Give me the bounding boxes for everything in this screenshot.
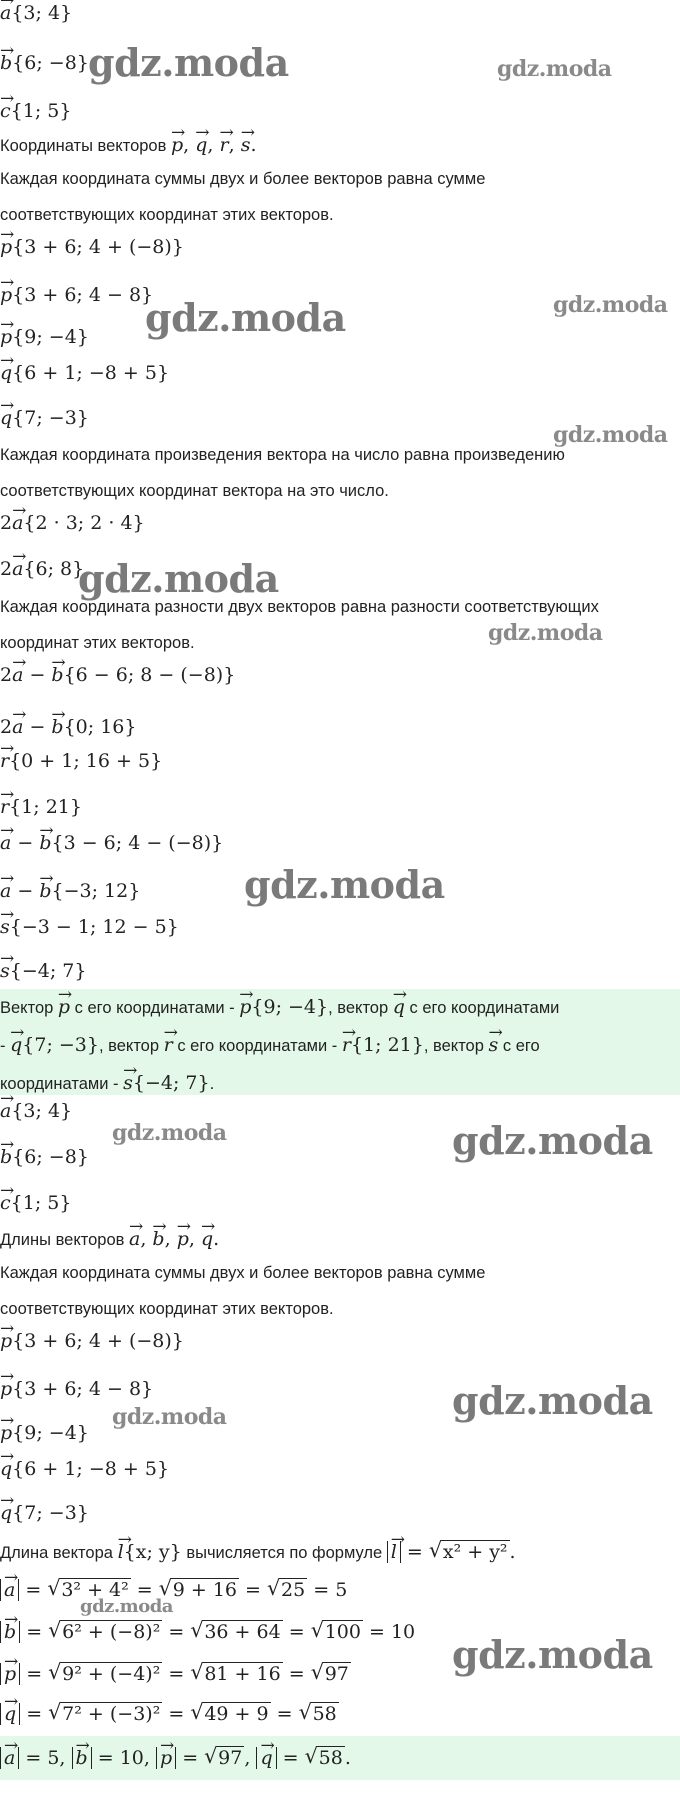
rule-mult-line-2: соответствующих координат вектора на это число. <box>0 482 389 500</box>
q-step-1-2: → q{6 + 1; −8 + 5} <box>0 1458 169 1480</box>
p-step-2: → p{3 + 6; 4 − 8} <box>0 284 153 306</box>
a2-step: 2→ a{2 · 3; 2 · 4} <box>0 512 145 534</box>
length-q: → q = √ 7² + (−3)² = √ 49 + 9 = √ 58 <box>0 1702 339 1725</box>
given-a-2: → a{3; 4} <box>0 1100 72 1122</box>
length-a: → a = √ 3² + 4² = √ 9 + 16 = √ 25 = 5 <box>0 1578 347 1601</box>
rule-sum-2-line-2: соответствующих координат этих векторов. <box>0 1300 334 1318</box>
watermark: gdz.moda <box>452 1378 653 1423</box>
watermark: gdz.moda <box>80 1596 173 1617</box>
rule-sum-line-1: Каждая координата суммы двух и более векторов равна сумме <box>0 170 486 188</box>
q-step-1: → q{6 + 1; −8 + 5} <box>0 362 169 384</box>
q-result-2: → q{7; −3} <box>0 1502 89 1524</box>
r-result: → r{1; 21} <box>0 796 82 818</box>
rule-diff-line-1: Каждая координата разности двух векторов равна разности соответствующих <box>0 598 599 616</box>
watermark: gdz.moda <box>553 292 668 318</box>
watermark: gdz.moda <box>112 1120 227 1146</box>
watermark: gdz.moda <box>553 422 668 448</box>
watermark: gdz.moda <box>145 295 346 340</box>
r-step: → r{0 + 1; 16 + 5} <box>0 750 162 772</box>
watermark: gdz.moda <box>452 1632 653 1677</box>
rule-mult-line-1: Каждая координата произведения вектора на число равна произведению <box>0 446 565 464</box>
q-result: → q{7; −3} <box>0 407 89 429</box>
watermark: gdz.moda <box>112 1404 227 1430</box>
rule-diff-line-2: координат этих векторов. <box>0 634 195 652</box>
p-result: → p{9; −4} <box>0 326 89 348</box>
p-result-2: → p{9; −4} <box>0 1422 89 1444</box>
a2-minus-b-step: 2→ a − → b{6 − 6; 8 − (−8)} <box>0 664 235 686</box>
p-step-1-2: → p{3 + 6; 4 + (−8)} <box>0 1330 184 1352</box>
answer-2: → a = 5, → b = 10, → p = √ 97 , → q = √ 58 . <box>0 1746 351 1769</box>
answer-1-line-2: - → q{7; −3}, вектор → r с его координатами - → r{1; 21}, вектор → s с его <box>0 1034 540 1056</box>
answer-1-line-1: Вектор → p с его координатами - → p{9; −4}, вектор → q с его координатами <box>0 996 559 1018</box>
watermark: gdz.moda <box>488 620 603 646</box>
length-formula: Длина вектора → l{x; y} вычисляется по формуле → l = √ x² + y² . <box>0 1540 516 1563</box>
given-c: → c{1; 5} <box>0 100 71 122</box>
watermark: gdz.moda <box>452 1118 653 1163</box>
a-minus-b-result: → a − → b{−3; 12} <box>0 880 140 902</box>
lengths-label: Длины векторов → a, → b, → p, → q. <box>0 1228 219 1250</box>
watermark: gdz.moda <box>88 40 289 85</box>
rule-sum-2-line-1: Каждая координата суммы двух и более векторов равна сумме <box>0 1264 486 1282</box>
a-minus-b-step: → a − → b{3 − 6; 4 − (−8)} <box>0 832 223 854</box>
a2-result: 2→ a{6; 8} <box>0 558 84 580</box>
given-a: → a{3; 4} <box>0 2 72 24</box>
a2-minus-b-result: 2→ a − → b{0; 16} <box>0 716 136 738</box>
p-step-2-2: → p{3 + 6; 4 − 8} <box>0 1378 153 1400</box>
given-c-2: → c{1; 5} <box>0 1192 71 1214</box>
watermark: gdz.moda <box>497 56 612 82</box>
given-b-2: → b{6; −8} <box>0 1146 89 1168</box>
p-step-1: → p{3 + 6; 4 + (−8)} <box>0 236 184 258</box>
given-b: → b{6; −8} <box>0 52 89 74</box>
rule-sum-line-2: соответствующих координат этих векторов. <box>0 206 334 224</box>
length-b: → b = √ 6² + (−8)² = √ 36 + 64 = √ 100 = 10 <box>0 1620 415 1643</box>
watermark: gdz.moda <box>78 556 279 601</box>
coords-label: Координаты векторов → p, → q, → r, → s. <box>0 134 257 156</box>
answer-1-line-3: координатами - → s{−4; 7}. <box>0 1072 214 1094</box>
watermark: gdz.moda <box>244 862 445 907</box>
length-p: → p = √ 9² + (−4)² = √ 81 + 16 = √ 97 <box>0 1662 351 1685</box>
s-step: → s{−3 − 1; 12 − 5} <box>0 916 179 938</box>
s-result: → s{−4; 7} <box>0 960 86 982</box>
